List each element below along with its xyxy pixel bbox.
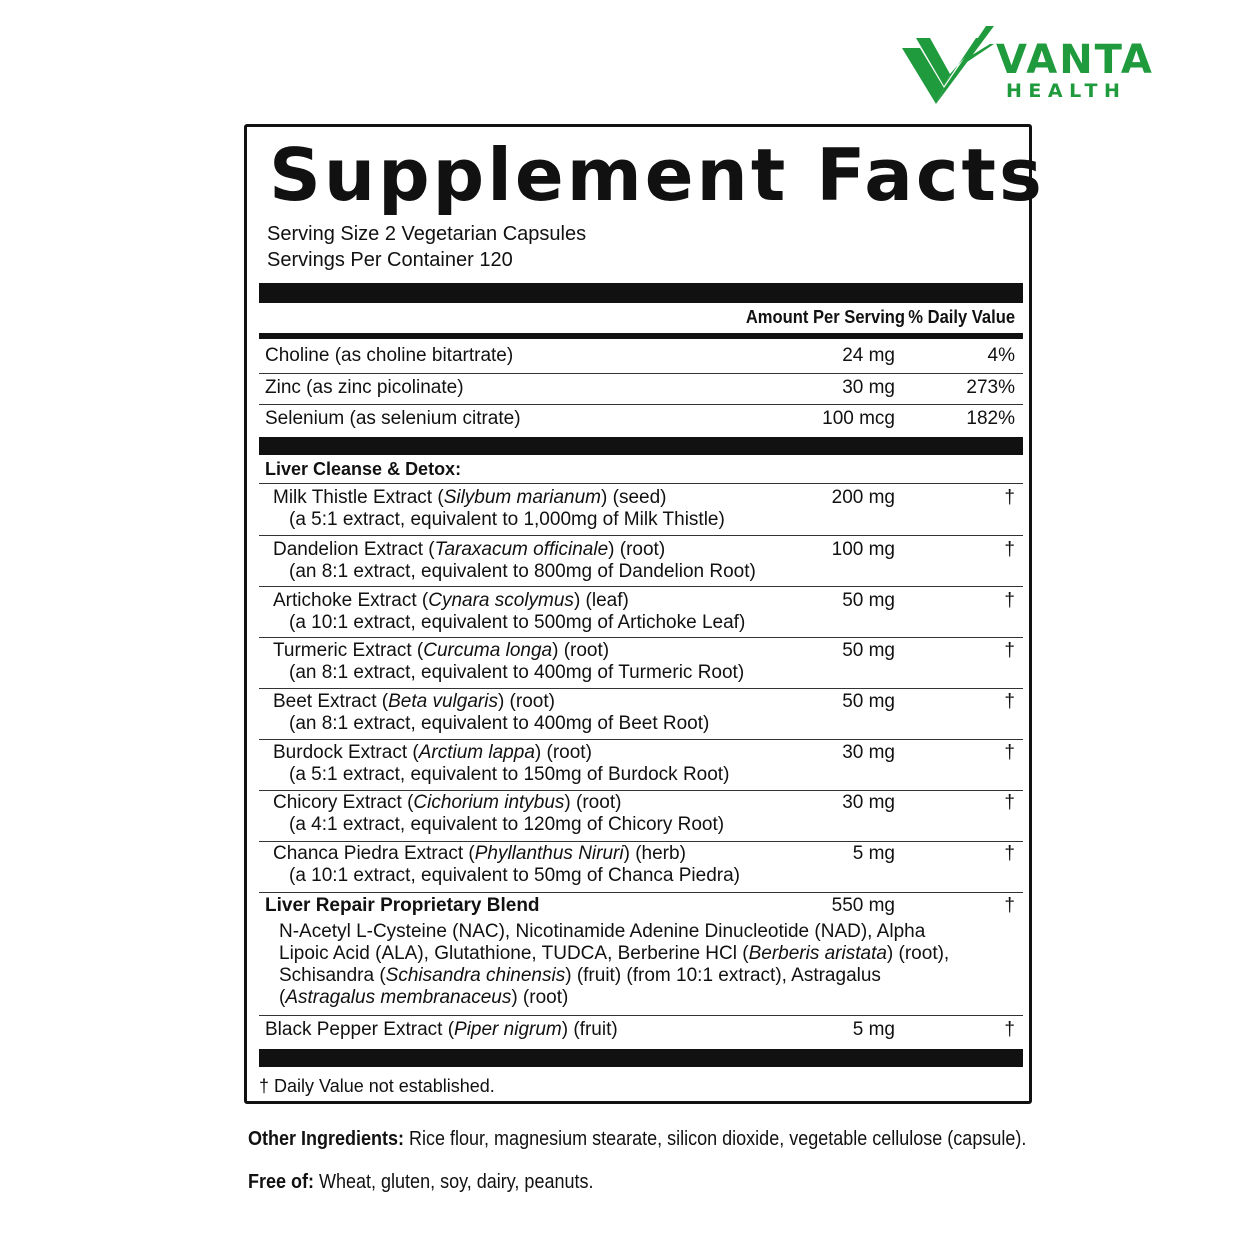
free-of-label: Free of: (248, 1171, 315, 1193)
servings-per-container: Servings Per Container 120 (267, 249, 513, 271)
ingredient-row (259, 841, 1023, 891)
ingredient-detail: (an 8:1 extract, equivalent to 800mg of Dandelion Root) (289, 561, 756, 582)
nutrient-daily-value: 182% (966, 408, 1015, 429)
ingredient-daily-value: † (1004, 742, 1015, 763)
ingredient-amount: 5 mg (852, 843, 895, 864)
serving-size: Serving Size 2 Vegetarian Capsules (267, 223, 587, 245)
ingredient-name: Turmeric Extract (Curcuma longa) (root) (273, 640, 610, 661)
ingredient-amount: 5 mg (852, 1019, 895, 1040)
row-divider (259, 586, 1023, 587)
ingredient-name: Milk Thistle Extract (Silybum marianum) (seed) (273, 487, 667, 508)
brand-subtitle: HEALTH (1006, 80, 1127, 102)
nutrient-amount: 100 mcg (822, 408, 895, 429)
ingredient-row (259, 790, 1023, 840)
ingredient-row (259, 485, 1023, 535)
ingredient-detail: (a 10:1 extract, equivalent to 50mg of Chanca Piedra) (289, 865, 740, 886)
nutrient-daily-value: 4% (987, 345, 1015, 366)
row-divider (259, 1015, 1023, 1016)
ingredient-row (259, 1017, 1023, 1045)
ingredient-row (259, 740, 1023, 790)
free-of (248, 1169, 594, 1195)
other-ingredients (248, 1126, 1026, 1152)
ingredient-daily-value: † (1004, 539, 1015, 560)
ingredient-amount: 30 mg (842, 792, 895, 813)
ingredient-name: Chicory Extract (Cichorium intybus) (root) (273, 792, 622, 813)
ingredient-daily-value: † (1004, 590, 1015, 611)
ingredient-amount: 30 mg (842, 742, 895, 763)
ingredient-amount: 50 mg (842, 590, 895, 611)
ingredient-daily-value: † (1004, 1019, 1015, 1040)
ingredient-name: Black Pepper Extract (Piper nigrum) (fruit) (265, 1019, 618, 1040)
ingredient-name: Artichoke Extract (Cynara scolymus) (leaf) (273, 590, 629, 611)
ingredient-daily-value: † (1004, 691, 1015, 712)
nutrient-name: Selenium (as selenium citrate) (265, 408, 521, 429)
ingredient-daily-value: † (1004, 843, 1015, 864)
nutrient-amount: 30 mg (842, 377, 895, 398)
ingredient-name: Dandelion Extract (Taraxacum officinale) (root) (273, 539, 666, 560)
ingredient-row (259, 537, 1023, 587)
ingredient-amount: 50 mg (842, 640, 895, 661)
ingredient-row (259, 588, 1023, 638)
ingredient-detail: (an 8:1 extract, equivalent to 400mg of Beet Root) (289, 713, 710, 734)
ingredient-amount: 50 mg (842, 691, 895, 712)
nutrient-row (259, 342, 1023, 372)
nutrient-daily-value: 273% (966, 377, 1015, 398)
row-divider (259, 483, 1023, 484)
column-header-row (259, 303, 1023, 331)
supplement-facts-panel (244, 124, 1045, 1104)
blend-daily-value: † (1004, 895, 1015, 916)
header-daily-value: % Daily Value (908, 307, 1015, 327)
proprietary-blend-row (259, 893, 1023, 1015)
ingredient-detail: (a 4:1 extract, equivalent to 120mg of Chicory Root) (289, 814, 725, 835)
ingredient-daily-value: † (1004, 640, 1015, 661)
section-title: Liver Cleanse & Detox: (265, 459, 462, 479)
daily-value-footnote: † Daily Value not established. (259, 1076, 495, 1096)
brand-logo (898, 24, 1194, 110)
ingredient-daily-value: † (1004, 792, 1015, 813)
ingredient-name: Burdock Extract (Arctium lappa) (root) (273, 742, 592, 763)
thick-divider (259, 1049, 1023, 1067)
ingredient-detail: (a 10:1 extract, equivalent to 500mg of Artichoke Leaf) (289, 612, 746, 633)
thick-divider (259, 437, 1023, 455)
ingredient-daily-value: † (1004, 487, 1015, 508)
medium-divider (259, 333, 1023, 339)
nutrient-name: Choline (as choline bitartrate) (265, 345, 514, 366)
panel-title: Supplement Facts (269, 133, 1045, 217)
nutrient-name: Zinc (as zinc picolinate) (265, 377, 464, 398)
row-divider (259, 535, 1023, 536)
thick-divider (259, 283, 1023, 303)
ingredient-detail: (a 5:1 extract, equivalent to 150mg of Burdock Root) (289, 764, 730, 785)
ingredient-detail: (a 5:1 extract, equivalent to 1,000mg of Milk Thistle) (289, 509, 725, 530)
ingredient-row (259, 638, 1023, 688)
other-ingredients-text: Rice flour, magnesium stearate, silicon dioxide, vegetable cellulose (capsule). (404, 1128, 1027, 1150)
other-ingredients-label: Other Ingredients: (248, 1128, 405, 1150)
ingredient-amount: 200 mg (831, 487, 895, 508)
ingredient-detail: (an 8:1 extract, equivalent to 400mg of Turmeric Root) (289, 662, 745, 683)
ingredient-row (259, 689, 1023, 739)
nutrient-row (259, 374, 1023, 404)
ingredient-amount: 100 mg (831, 539, 895, 560)
ingredient-name: Beet Extract (Beta vulgaris) (root) (273, 691, 555, 712)
brand-name: VANTA (996, 37, 1154, 83)
ingredient-name: Chanca Piedra Extract (Phyllanthus Niruri) (herb) (273, 843, 686, 864)
nutrient-amount: 24 mg (842, 345, 895, 366)
blend-description: N-Acetyl L-Cysteine (NAC), Nicotinamide Adenine Dinucleotide (NAD), Alpha Lipoic Acid (ALA), Glutathione, TUDCA, Berberine HCl (Berberis aristata) (root), Schisandra (Schisandra chinensis) (fruit) (from 10:1 extract), Astragalus (Astragalus membranaceus) (root) (279, 921, 950, 1008)
header-amount: Amount Per Serving (745, 307, 905, 327)
blend-amount: 550 mg (831, 895, 895, 916)
chevron-v-logo-icon (898, 24, 994, 110)
blend-name: Liver Repair Proprietary Blend (265, 895, 540, 916)
nutrient-row (259, 405, 1023, 435)
free-of-text: Wheat, gluten, soy, dairy, peanuts. (314, 1171, 594, 1193)
